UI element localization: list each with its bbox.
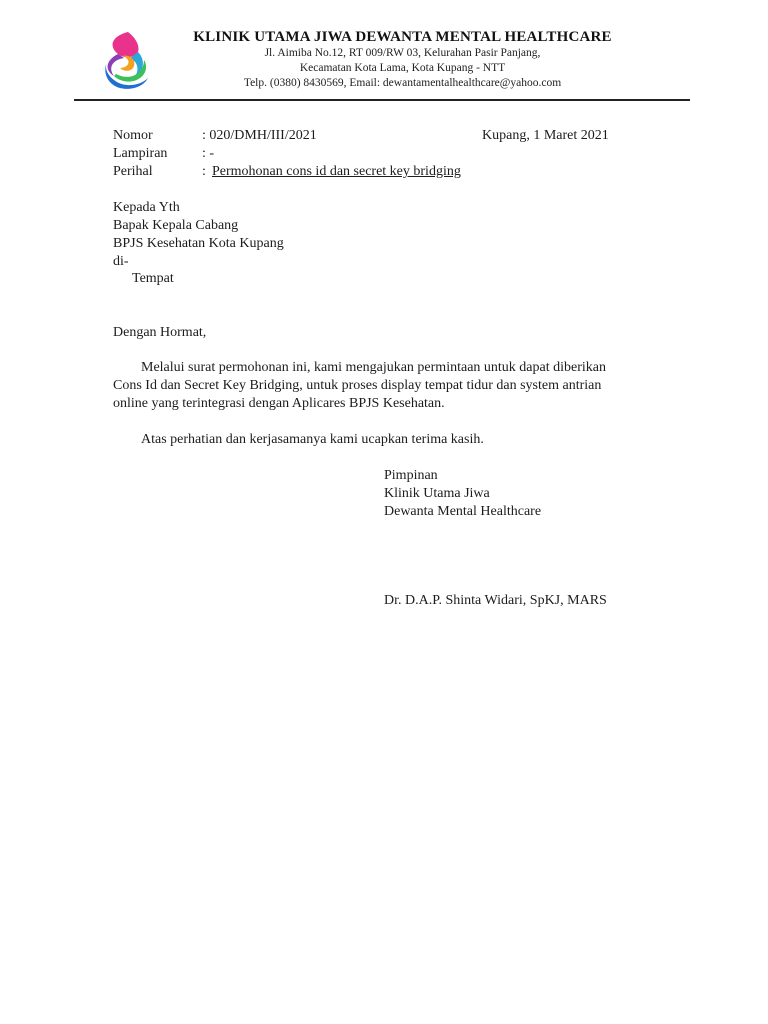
recipient-line-2: Bapak Kepala Cabang [113,218,239,233]
address-line-1: Jl. Aimiba No.12, RT 009/RW 03, Kelurahan Pasir Panjang, [264,47,541,59]
letterhead [150,28,655,91]
signature-org-line-2: Dewanta Mental Healthcare [384,504,542,519]
place-date: Kupang, 1 Maret 2021 [482,128,609,143]
paragraph-1-line-3: online yang terintegrasi dengan Aplicares BPJS Kesehatan. [113,396,445,411]
paragraph-1-line-2: Cons Id dan Secret Key Bridging, untuk proses display tempat tidur dan system antrian [113,378,602,393]
nomor-value: : 020/DMH/III/2021 [202,128,317,143]
address-line-2: Kecamatan Kota Lama, Kota Kupang - NTT [299,62,506,74]
perihal-value: Permohonan cons id dan secret key bridging [212,164,461,179]
perihal-label: Perihal [113,164,153,179]
recipient-line-3: BPJS Kesehatan Kota Kupang [113,236,284,251]
signatory-name: Dr. D.A.P. Shinta Widari, SpKJ, MARS [384,593,607,608]
perihal-colon: : [202,164,206,179]
lampiran-label: Lampiran [113,146,168,161]
signature-role: Pimpinan [384,468,438,483]
greeting: Dengan Hormat, [113,325,207,340]
lampiran-value: : - [202,146,215,161]
letterhead-divider [74,99,690,101]
closing-line: Atas perhatian dan kerjasamanya kami ucapkan terima kasih. [141,432,484,447]
signature-org-line-1: Klinik Utama Jiwa [384,486,490,501]
clinic-logo-icon [94,30,156,92]
contact-line: Telp. (0380) 8430569, Email: dewantamentalhealthcare@yahoo.com [243,77,562,89]
recipient-line-4: di- [113,254,129,269]
clinic-name: KLINIK UTAMA JIWA DEWANTA MENTAL HEALTHCARE [193,29,612,45]
nomor-label: Nomor [113,128,153,143]
paragraph-1-line-1: Melalui surat permohonan ini, kami mengajukan permintaan untuk dapat diberikan [141,360,606,375]
recipient-line-1: Kepada Yth [113,200,180,215]
recipient-line-5: Tempat [132,271,174,286]
